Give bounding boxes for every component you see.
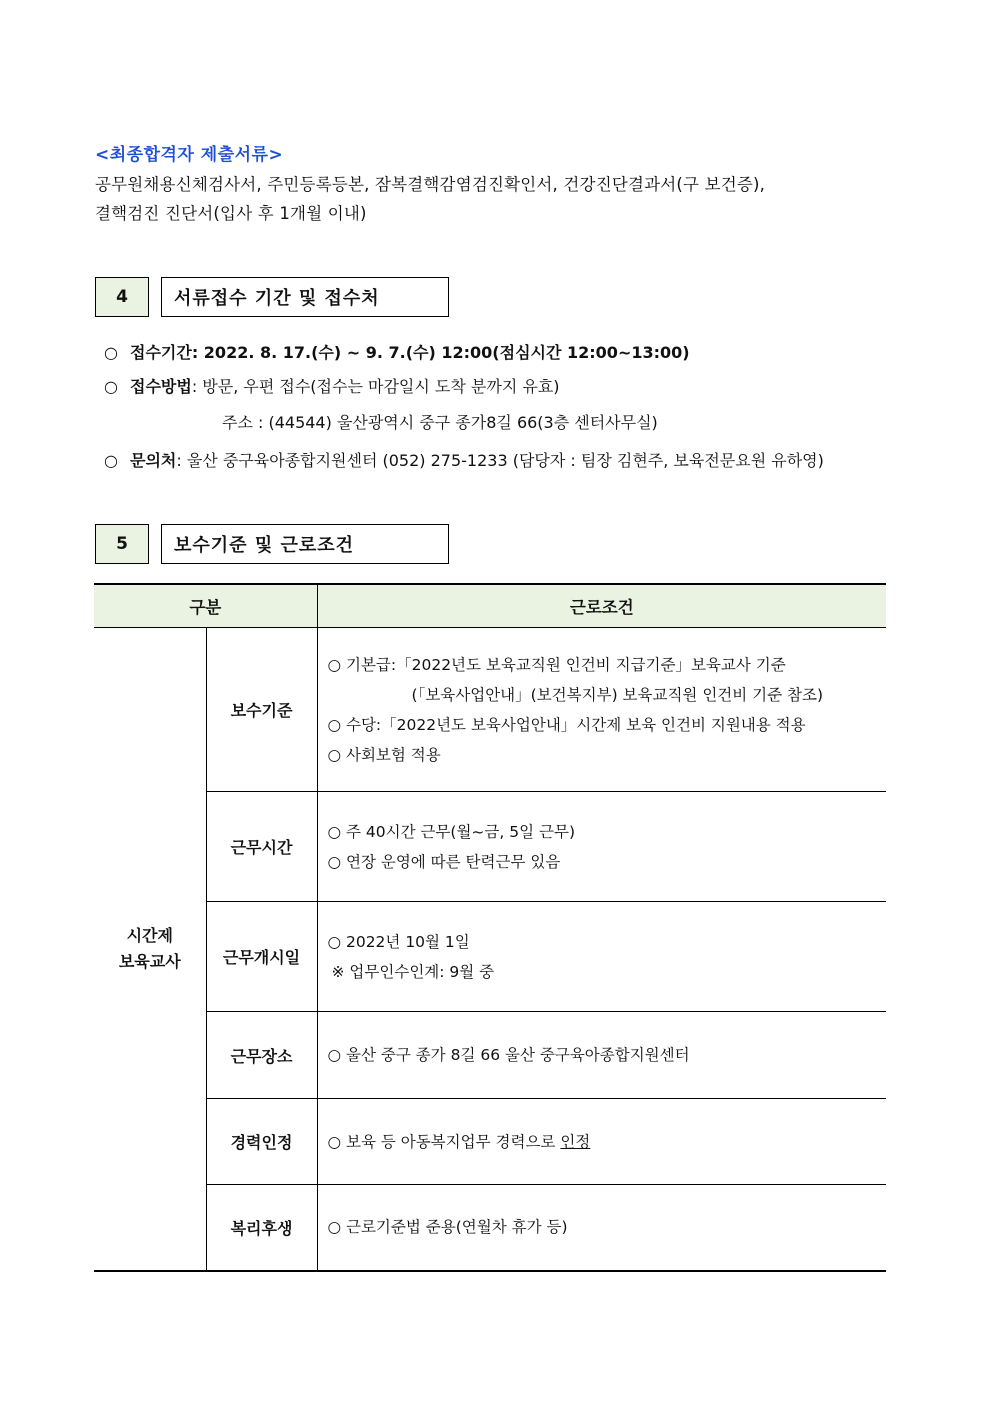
row-content	[317, 792, 886, 902]
row-content	[317, 902, 886, 1012]
table-header-row	[94, 584, 886, 628]
row-label: 보수기준	[206, 628, 317, 792]
section-4-number: 4	[95, 277, 149, 317]
final-docs-line-1: 공무원채용신체검사서, 주민등록등본, 잠복결핵감염검진확인서, 건강진단결과서(구 보건증),	[95, 175, 766, 194]
content-line: ○ 사회보험 적용	[327, 745, 441, 764]
item-text: 주소 : (44544) 울산광역시 중구 종가8길 66(3층 센터사무실)	[222, 413, 658, 432]
final-docs-title: <최종합격자 제출서류>	[95, 145, 284, 165]
row-content	[317, 628, 886, 792]
item-text: : 2022. 8. 17.(수) ~ 9. 7.(수) 12:00(점심시간 12:00~13:00)	[191, 343, 690, 362]
content-line: (「보육사업안내」(보건복지부) 보육교직원 인건비 기준 참조)	[411, 685, 824, 704]
content-line	[328, 1127, 886, 1157]
row-label: 근무개시일	[206, 902, 317, 1012]
table-row	[94, 628, 886, 792]
bullet: ○	[104, 377, 118, 396]
header-conditions: 근로조건	[317, 584, 886, 628]
item-label: 접수방법	[130, 377, 192, 396]
content-line: ○ 수당:「2022년도 보육사업안내」시간제 보육 인건비 지원내용 적용	[327, 715, 806, 734]
address	[222, 410, 658, 433]
row-content	[317, 1185, 886, 1271]
content-text: ○ 보육 등 아동복지업무 경력으로	[327, 1132, 561, 1151]
bullet: ○	[104, 343, 118, 362]
table-row	[94, 1185, 886, 1271]
content-line: ○ 기본급:「2022년도 보육교직원 인건비 지급기준」보육교사 기준	[327, 655, 786, 674]
category-line-1: 시간제	[126, 925, 173, 945]
row-label: 근무시간	[206, 792, 317, 902]
row-content	[317, 1012, 886, 1099]
table-row	[94, 902, 886, 1012]
final-docs-line-2: 결핵검진 진단서(입사 후 1개월 이내)	[95, 204, 367, 223]
content-underlined-text: 인정	[560, 1132, 591, 1151]
working-conditions-table	[94, 583, 886, 1272]
header-category: 구분	[94, 584, 317, 628]
table-row	[94, 792, 886, 902]
category-cell	[94, 628, 206, 1271]
section-4-title: 서류접수 기간 및 접수처	[161, 277, 449, 317]
section-5-number: 5	[95, 524, 149, 564]
item-text: : 방문, 우편 접수(접수는 마감일시 도착 분까지 유효)	[191, 377, 560, 396]
content-line: ○ 2022년 10월 1일	[327, 932, 470, 951]
item-label: 접수기간	[130, 343, 192, 362]
content-line: ○ 연장 운영에 따른 탄력근무 있음	[327, 852, 561, 871]
content-line: ※ 업무인수인계: 9월 중	[331, 962, 495, 981]
table-row	[94, 1099, 886, 1185]
application-method	[104, 374, 560, 397]
row-label: 경력인정	[206, 1099, 317, 1185]
row-content	[317, 1099, 886, 1185]
item-label: 문의처	[130, 451, 177, 470]
category-line-2: 보육교사	[118, 951, 181, 971]
item-text: : 울산 중구육아종합지원센터 (052) 275-1233 (담당자 : 팀장 김현주, 보육전문요원 유하영)	[176, 451, 824, 470]
content-line: ○ 근로기준법 준용(연월차 휴가 등)	[327, 1218, 568, 1237]
section-5-title: 보수기준 및 근로조건	[161, 524, 449, 564]
contact-info	[104, 448, 824, 471]
bullet: ○	[104, 451, 118, 470]
application-period	[104, 340, 690, 363]
content-line: ○ 주 40시간 근무(월~금, 5일 근무)	[327, 822, 575, 841]
row-label: 복리후생	[206, 1185, 317, 1271]
content-line: ○ 울산 중구 종가 8길 66 울산 중구육아종합지원센터	[327, 1046, 690, 1064]
row-label: 근무장소	[206, 1012, 317, 1099]
table-row	[94, 1012, 886, 1099]
